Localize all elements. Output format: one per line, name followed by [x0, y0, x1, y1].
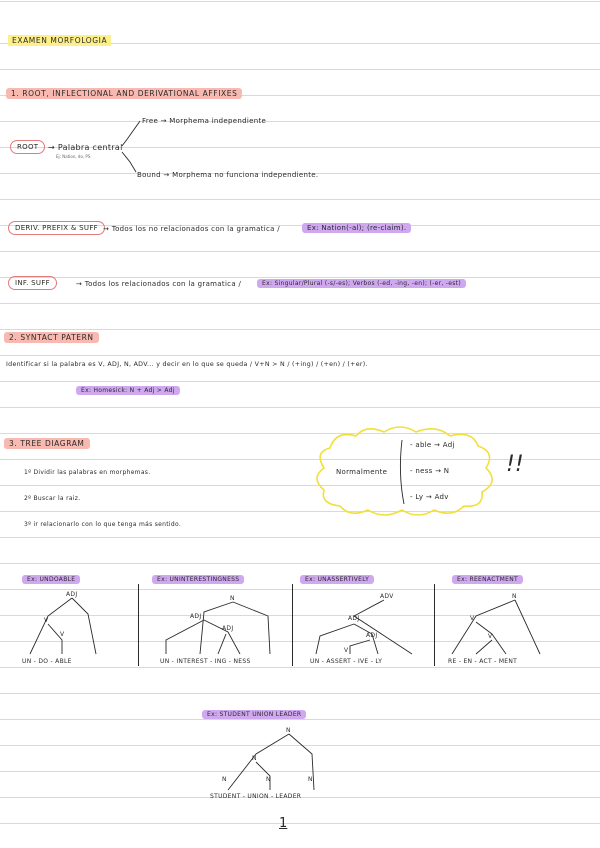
svg-text:ADJ: ADJ [348, 615, 360, 622]
svg-text:N: N [252, 755, 257, 762]
tree3-unassertively [310, 593, 412, 665]
svg-text:UN - ASSERT - IVE - LY: UN - ASSERT - IVE - LY [310, 658, 383, 665]
svg-text:N: N [222, 776, 227, 783]
root-subtext: Ej: Nation, do, PS [56, 154, 91, 159]
cloud-label: Normalmente [336, 468, 388, 476]
svg-text:N: N [230, 595, 235, 602]
exclamation-marks: !! [506, 452, 524, 477]
tree4-title: Ex: REENACTMENT [452, 576, 523, 583]
root-arrow-text: → Palabra central [48, 143, 123, 152]
step-1: 1º Dividir las palabras en morphemas. [24, 469, 151, 476]
svg-text:N: N [512, 593, 517, 600]
svg-text:ADV: ADV [380, 593, 394, 600]
tree5-title: Ex: STUDENT UNION LEADER [202, 711, 306, 718]
section3-heading: 3. TREE DIAGRAM [4, 439, 90, 448]
section2-text: Identificar si la palabra es V, ADJ, N, ADV... y decir en lo que se queda / V+N > N / (+ing) / (+en) / (+er). [6, 361, 368, 368]
svg-text:ADJ: ADJ [366, 632, 378, 639]
step-3: 3º ir relacionarlo con lo que tenga más sentido. [24, 521, 182, 528]
rule-ness: - ness → N [410, 467, 450, 475]
svg-text:V: V [60, 631, 65, 638]
free-text: Free → Morphema independiente [142, 117, 267, 125]
tree5-student-union-leader [210, 727, 314, 800]
tree2-title: Ex: UNINTERESTINGNESS [152, 576, 244, 583]
section2-heading: 2. SYNTACT PATERN [4, 333, 99, 342]
svg-text:ADJ: ADJ [66, 591, 78, 598]
svg-text:V: V [344, 647, 349, 654]
section2-example: Ex: Homesick: N + Adj > Adj [76, 387, 180, 394]
page-title: EXAMEN MORFOLOGIA [8, 36, 111, 45]
tree2-uninterestingness [160, 595, 270, 665]
svg-text:V: V [44, 617, 49, 624]
inf-example: Ex: Singular/Plural (-s/-es); Verbos (-ed, -ing, -en); (-er, -est) [257, 280, 466, 287]
tree1-title: Ex: UNDOABLE [22, 576, 80, 583]
root-box: ROOT [10, 140, 45, 154]
svg-text:ADJ: ADJ [190, 613, 202, 620]
svg-text:N: N [286, 727, 291, 734]
tree3-title: Ex: UNASSERTIVELY [300, 576, 374, 583]
svg-text:V: V [470, 615, 475, 622]
deriv-text: → Todos los no relacionados con la gramatica / [103, 225, 280, 233]
deriv-box: DERIV. PREFIX & SUFF [8, 221, 105, 235]
svg-text:N: N [308, 776, 313, 783]
svg-text:ADJ: ADJ [222, 625, 234, 632]
deriv-example: Ex: Nation(-al); (re-claim). [302, 224, 411, 232]
step-2: 2º Buscar la raiz. [24, 495, 81, 502]
page-number: 1 [279, 816, 288, 831]
svg-text:RE - EN - ACT - MENT: RE - EN - ACT - MENT [448, 658, 518, 665]
bound-text: Bound → Morphema no funciona independiente. [137, 171, 319, 179]
svg-text:UN - DO - ABLE: UN - DO - ABLE [22, 658, 72, 665]
tree1-undoable [22, 591, 96, 665]
rule-able: - able → Adj [410, 441, 455, 449]
svg-text:STUDENT - UNION - LEADER: STUDENT - UNION - LEADER [210, 793, 302, 800]
rule-ly: - Ly → Adv [410, 493, 449, 501]
svg-text:N: N [266, 776, 271, 783]
section1-heading: 1. ROOT, INFLECTIONAL AND DERIVATIONAL AFFIXES [6, 89, 242, 98]
inf-box: INF. SUFF [8, 276, 57, 290]
inf-text: → Todos los relacionados con la gramatica / [76, 280, 242, 288]
tree4-reenactment [448, 593, 540, 665]
svg-text:V: V [488, 633, 493, 640]
svg-text:UN - INTEREST - ING - NESS: UN - INTEREST - ING - NESS [160, 658, 251, 665]
